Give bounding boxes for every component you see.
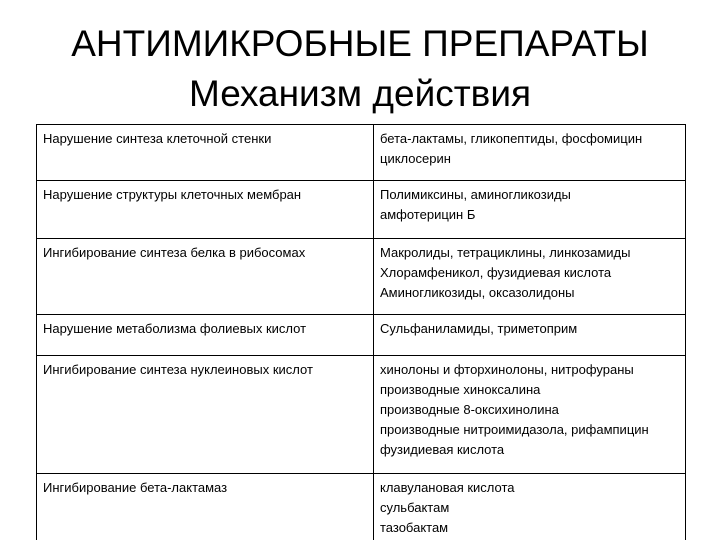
mechanism-cell xyxy=(37,181,374,239)
drug-line: бета-лактамы, гликопептиды, фосфомицин xyxy=(380,131,643,146)
drug-line: Полимиксины, аминогликозиды xyxy=(380,187,571,202)
drugs-cell xyxy=(374,125,686,181)
drug-line: фузидиевая кислота xyxy=(380,442,505,457)
drug-line: хинолоны и фторхинолоны, нитрофураны xyxy=(380,362,634,377)
mechanism-cell xyxy=(37,356,374,474)
drugs-cell xyxy=(374,239,686,315)
table-row xyxy=(37,356,686,474)
mechanism-cell xyxy=(37,315,374,356)
drug-line: Сульфаниламиды, триметоприм xyxy=(380,321,578,336)
mechanism-text: Ингибирование синтеза нуклеиновых кислот xyxy=(43,362,313,377)
drug-line: производные хиноксалина xyxy=(380,382,541,397)
drugs-cell xyxy=(374,474,686,540)
drug-line: Аминогликозиды, оксазолидоны xyxy=(380,285,575,300)
mechanism-text: Ингибирование бета-лактамаз xyxy=(43,480,228,495)
drug-line: производные нитроимидазола, рифампицин xyxy=(380,422,649,437)
mechanism-cell xyxy=(37,474,374,540)
mechanism-text: Нарушение синтеза клеточной стенки xyxy=(43,131,272,146)
mechanism-text: Нарушение структуры клеточных мембран xyxy=(43,187,302,202)
mechanism-cell xyxy=(37,125,374,181)
page-subtitle: Механизм действия xyxy=(188,73,532,114)
drugs-cell xyxy=(374,356,686,474)
drug-line: Хлорамфеникол, фузидиевая кислота xyxy=(380,265,612,280)
drug-line: производные 8-оксихинолина xyxy=(380,402,559,417)
page-title: АНТИМИКРОБНЫЕ ПРЕПАРАТЫ xyxy=(71,23,649,64)
mechanism-text: Ингибирование синтеза белка в рибосомах xyxy=(43,245,306,260)
mechanism-text: Нарушение метаболизма фолиевых кислот xyxy=(43,321,307,336)
drugs-cell xyxy=(374,315,686,356)
mechanism-cell xyxy=(37,239,374,315)
drug-line: циклосерин xyxy=(380,151,451,166)
drug-line: Макролиды, тетрациклины, линкозамиды xyxy=(380,245,631,260)
table-row xyxy=(37,474,686,540)
table-row xyxy=(37,239,686,315)
mechanism-table xyxy=(36,124,686,540)
drugs-cell xyxy=(374,181,686,239)
table-row xyxy=(37,181,686,239)
table-row xyxy=(37,315,686,356)
drug-line: амфотерицин Б xyxy=(380,207,476,222)
drug-line: клавулановая кислота xyxy=(380,480,515,495)
drug-line: сульбактам xyxy=(380,500,450,515)
table-row xyxy=(37,125,686,181)
drug-line: тазобактам xyxy=(380,520,449,535)
